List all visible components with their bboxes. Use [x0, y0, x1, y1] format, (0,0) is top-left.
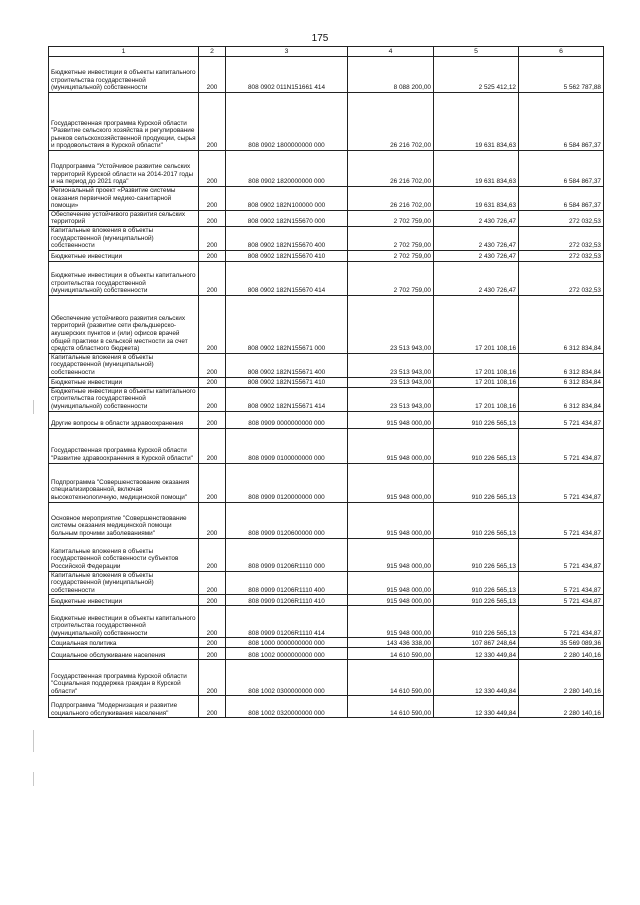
table-row	[49, 696, 604, 718]
row-unexecuted: 272 032,53	[519, 261, 604, 295]
row-name: Государственная программа Курской области "Развитие сельского хозяйства и регулирование рынков сельскохозяйственной продукции, сырья и продовольствия в Курской области"	[49, 93, 199, 151]
row-name: Бюджетные инвестиции в объекты капитального строительства государственной (муниципальной) собственности	[49, 261, 199, 295]
header-cell-4: 4	[348, 47, 434, 57]
row-name: Бюджетные инвестиции в объекты капитального строительства государственной (муниципальной) собственности	[49, 606, 199, 638]
table-row	[49, 538, 604, 571]
row-executed: 910 226 565,13	[434, 606, 519, 638]
row-unexecuted: 6 584 867,37	[519, 151, 604, 187]
row-code: 200	[199, 696, 226, 718]
row-unexecuted: 2 280 140,16	[519, 648, 604, 660]
row-code: 200	[199, 606, 226, 638]
table-row	[49, 377, 604, 387]
header-cell-3: 3	[226, 47, 348, 57]
row-name: Капитальные вложения в объекты государственной (муниципальной) собственности	[49, 571, 199, 595]
row-classification: 808 1000 0000000000 000	[226, 638, 348, 648]
row-executed: 12 330 449,84	[434, 660, 519, 696]
row-code: 200	[199, 538, 226, 571]
row-classification: 808 0902 182N155670 400	[226, 226, 348, 250]
row-code: 200	[199, 93, 226, 151]
table-row	[49, 660, 604, 696]
row-name: Обеспечение устойчивого развития сельских территорий (развитие сети фельдшерско-акушерских пунктов и (или) офисов врачей общей практики в сельской местности за счет средств областного бюджета)	[49, 295, 199, 353]
budget-table	[48, 46, 604, 718]
table-row	[49, 571, 604, 595]
row-name: Подпрограмма "Устойчивое развитие сельских территорий Курской области на 2014-2017 годы и на период до 2021 года"	[49, 151, 199, 187]
row-planned: 915 948 000,00	[348, 606, 434, 638]
row-executed: 12 330 449,84	[434, 648, 519, 660]
row-code: 200	[199, 295, 226, 353]
row-classification: 808 0909 0120600000 000	[226, 502, 348, 538]
row-unexecuted: 5 721 434,87	[519, 502, 604, 538]
row-name: Бюджетные инвестиции	[49, 595, 199, 606]
row-executed: 910 226 565,13	[434, 595, 519, 606]
row-planned: 23 513 943,00	[348, 353, 434, 377]
row-classification: 808 1002 0300000000 000	[226, 660, 348, 696]
row-classification: 808 0902 182N155670 000	[226, 210, 348, 226]
row-executed: 19 631 834,63	[434, 93, 519, 151]
row-code: 200	[199, 151, 226, 187]
table-row	[49, 387, 604, 411]
table-row	[49, 648, 604, 660]
row-classification: 808 0909 0120000000 000	[226, 463, 348, 502]
row-code: 200	[199, 571, 226, 595]
row-executed: 910 226 565,13	[434, 538, 519, 571]
table-row	[49, 93, 604, 151]
row-classification: 808 0902 182N100000 000	[226, 187, 348, 211]
row-planned: 14 610 590,00	[348, 696, 434, 718]
row-code: 200	[199, 428, 226, 463]
row-name: Государственная программа Курской области "Развитие здравоохранения в Курской области"	[49, 428, 199, 463]
table-row	[49, 502, 604, 538]
row-classification: 808 0909 01206R1110 414	[226, 606, 348, 638]
row-planned: 26 216 702,00	[348, 151, 434, 187]
header-cell-1: 1	[49, 47, 199, 57]
row-executed: 2 430 726,47	[434, 261, 519, 295]
row-code: 200	[199, 638, 226, 648]
row-unexecuted: 6 312 834,84	[519, 387, 604, 411]
row-name: Обеспечение устойчивого развития сельских территорий	[49, 210, 199, 226]
row-executed: 17 201 108,16	[434, 353, 519, 377]
row-planned: 915 948 000,00	[348, 595, 434, 606]
row-unexecuted: 6 584 867,37	[519, 93, 604, 151]
table-row	[49, 151, 604, 187]
row-planned: 2 702 759,00	[348, 226, 434, 250]
row-unexecuted: 5 721 434,87	[519, 571, 604, 595]
row-code: 200	[199, 463, 226, 502]
row-classification: 808 0909 01206R1110 410	[226, 595, 348, 606]
row-classification: 808 0902 182N155671 410	[226, 377, 348, 387]
row-code: 200	[199, 387, 226, 411]
header-cell-2: 2	[199, 47, 226, 57]
row-planned: 23 513 943,00	[348, 387, 434, 411]
row-code: 200	[199, 502, 226, 538]
row-executed: 910 226 565,13	[434, 571, 519, 595]
row-unexecuted: 5 562 787,88	[519, 57, 604, 93]
row-planned: 26 216 702,00	[348, 187, 434, 211]
row-name: Бюджетные инвестиции в объекты капитального строительства государственной (муниципальной) собственности	[49, 387, 199, 411]
row-executed: 2 430 726,47	[434, 250, 519, 261]
row-executed: 910 226 565,13	[434, 463, 519, 502]
table-row	[49, 428, 604, 463]
row-executed: 910 226 565,13	[434, 411, 519, 428]
row-executed: 17 201 108,16	[434, 387, 519, 411]
row-classification: 808 1002 0320000000 000	[226, 696, 348, 718]
row-name: Другие вопросы в области здравоохранения	[49, 411, 199, 428]
row-code: 200	[199, 411, 226, 428]
row-unexecuted: 272 032,53	[519, 210, 604, 226]
row-planned: 915 948 000,00	[348, 538, 434, 571]
table-row	[49, 250, 604, 261]
header-row	[49, 47, 604, 57]
row-planned: 2 702 759,00	[348, 261, 434, 295]
table-row	[49, 210, 604, 226]
row-name: Бюджетные инвестиции	[49, 377, 199, 387]
scan-margin-line	[33, 730, 34, 752]
row-executed: 910 226 565,13	[434, 428, 519, 463]
row-code: 200	[199, 187, 226, 211]
row-classification: 808 0902 011N151661 414	[226, 57, 348, 93]
row-name: Капитальные вложения в объекты государственной собственности субъектов Российской Федерации	[49, 538, 199, 571]
row-code: 200	[199, 648, 226, 660]
row-executed: 19 631 834,63	[434, 151, 519, 187]
row-name: Государственная программа Курской области "Социальная поддержка граждан в Курской области"	[49, 660, 199, 696]
row-planned: 143 436 338,00	[348, 638, 434, 648]
row-unexecuted: 5 721 434,87	[519, 411, 604, 428]
scan-margin-line	[33, 772, 34, 786]
row-code: 200	[199, 595, 226, 606]
row-unexecuted: 5 721 434,87	[519, 428, 604, 463]
row-name: Бюджетные инвестиции в объекты капитального строительства государственной (муниципальной) собственности	[49, 57, 199, 93]
row-unexecuted: 272 032,53	[519, 250, 604, 261]
row-name: Подпрограмма "Модернизация и развитие социального обслуживания населения"	[49, 696, 199, 718]
scan-margin-line	[33, 400, 34, 414]
table-row	[49, 638, 604, 648]
row-unexecuted: 35 569 089,36	[519, 638, 604, 648]
row-code: 200	[199, 210, 226, 226]
row-classification: 808 0909 0100000000 000	[226, 428, 348, 463]
table-row	[49, 595, 604, 606]
row-executed: 910 226 565,13	[434, 502, 519, 538]
row-code: 200	[199, 353, 226, 377]
row-code: 200	[199, 261, 226, 295]
table-row	[49, 295, 604, 353]
row-classification: 808 1002 0000000000 000	[226, 648, 348, 660]
table-row	[49, 57, 604, 93]
table-row	[49, 226, 604, 250]
table-row	[49, 187, 604, 211]
row-planned: 915 948 000,00	[348, 502, 434, 538]
row-unexecuted: 2 280 140,16	[519, 660, 604, 696]
row-planned: 2 702 759,00	[348, 250, 434, 261]
table-row	[49, 353, 604, 377]
row-code: 200	[199, 57, 226, 93]
row-executed: 19 631 834,63	[434, 187, 519, 211]
row-executed: 12 330 449,84	[434, 696, 519, 718]
row-name: Капитальные вложения в объекты государственной (муниципальной) собственности	[49, 353, 199, 377]
row-planned: 26 216 702,00	[348, 93, 434, 151]
row-classification: 808 0909 01206R1110 400	[226, 571, 348, 595]
row-classification: 808 0902 182N155671 400	[226, 353, 348, 377]
row-classification: 808 0902 182N155671 000	[226, 295, 348, 353]
row-executed: 17 201 108,16	[434, 295, 519, 353]
row-classification: 808 0909 0000000000 000	[226, 411, 348, 428]
row-planned: 14 610 590,00	[348, 648, 434, 660]
row-unexecuted: 6 312 834,84	[519, 295, 604, 353]
row-classification: 808 0909 01206R1110 000	[226, 538, 348, 571]
row-planned: 915 948 000,00	[348, 463, 434, 502]
table-row	[49, 463, 604, 502]
row-unexecuted: 5 721 434,87	[519, 538, 604, 571]
row-planned: 23 513 943,00	[348, 377, 434, 387]
row-planned: 8 088 200,00	[348, 57, 434, 93]
row-classification: 808 0902 1800000000 000	[226, 93, 348, 151]
row-executed: 2 525 412,12	[434, 57, 519, 93]
page-number: 175	[311, 33, 329, 44]
row-name: Социальное обслуживание населения	[49, 648, 199, 660]
row-name: Региональный проект «Развитие системы оказания первичной медико-санитарной помощи»	[49, 187, 199, 211]
header-cell-5: 5	[434, 47, 519, 57]
row-planned: 23 513 943,00	[348, 295, 434, 353]
row-code: 200	[199, 660, 226, 696]
row-code: 200	[199, 226, 226, 250]
header-cell-6: 6	[519, 47, 604, 57]
row-executed: 2 430 726,47	[434, 226, 519, 250]
row-executed: 2 430 726,47	[434, 210, 519, 226]
table-row	[49, 411, 604, 428]
table-row	[49, 261, 604, 295]
row-planned: 14 610 590,00	[348, 660, 434, 696]
row-classification: 808 0902 182N155671 414	[226, 387, 348, 411]
row-planned: 915 948 000,00	[348, 411, 434, 428]
row-name: Подпрограмма "Совершенствование оказания специализированной, включая высокотехнологичную, медицинской помощи"	[49, 463, 199, 502]
row-planned: 915 948 000,00	[348, 428, 434, 463]
row-code: 200	[199, 377, 226, 387]
row-classification: 808 0902 1820000000 000	[226, 151, 348, 187]
row-unexecuted: 5 721 434,87	[519, 595, 604, 606]
row-unexecuted: 2 280 140,16	[519, 696, 604, 718]
row-code: 200	[199, 250, 226, 261]
row-planned: 2 702 759,00	[348, 210, 434, 226]
row-unexecuted: 6 312 834,84	[519, 377, 604, 387]
row-unexecuted: 6 584 867,37	[519, 187, 604, 211]
row-unexecuted: 5 721 434,87	[519, 463, 604, 502]
table-row	[49, 606, 604, 638]
row-unexecuted: 6 312 834,84	[519, 353, 604, 377]
row-executed: 17 201 108,16	[434, 377, 519, 387]
row-name: Социальная политика	[49, 638, 199, 648]
row-planned: 915 948 000,00	[348, 571, 434, 595]
row-name: Основное мероприятие "Совершенствование системы оказания медицинской помощи больным прочими заболеваниями"	[49, 502, 199, 538]
row-unexecuted: 272 032,53	[519, 226, 604, 250]
row-classification: 808 0902 182N155670 410	[226, 250, 348, 261]
row-name: Капитальные вложения в объекты государственной (муниципальной) собственности	[49, 226, 199, 250]
row-name: Бюджетные инвестиции	[49, 250, 199, 261]
row-executed: 107 867 248,64	[434, 638, 519, 648]
row-classification: 808 0902 182N155670 414	[226, 261, 348, 295]
row-unexecuted: 5 721 434,87	[519, 606, 604, 638]
